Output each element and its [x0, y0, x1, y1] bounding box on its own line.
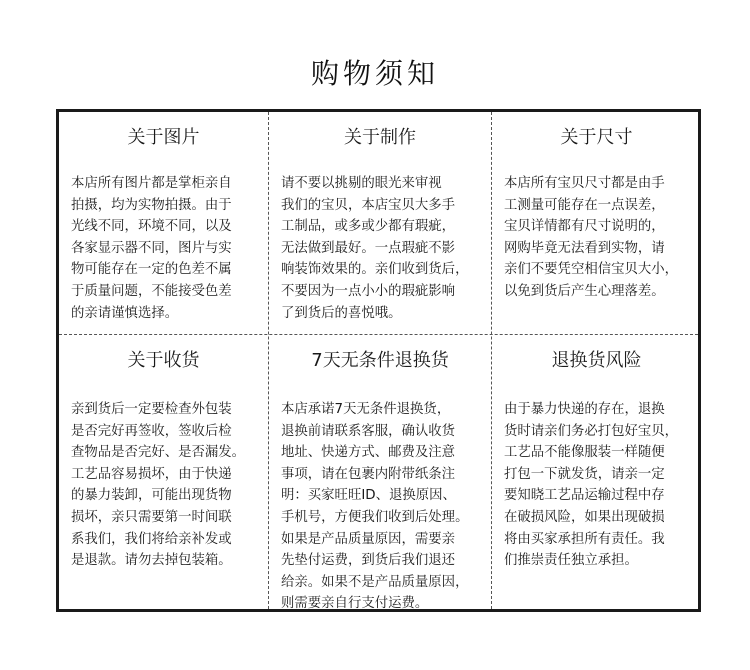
- section-heading: 关于图片: [127, 127, 200, 148]
- section-heading: 关于收货: [127, 350, 200, 371]
- section-about-size: [492, 112, 701, 334]
- section-text: 请不要以挑剔的眼光来审视 我们的宝贝，本店宝贝大多手 工制品，或多或少都有瑕疵， 无法做到最好。一点瑕疵不影 响装饰效果的。亲们收到货后， 不要因为一点小小的瑕疵影响 了到货后的喜悦哦。: [281, 176, 469, 321]
- section-text: 本店承诺7天无条件退换货， 退换前请联系客服，确认收货 地址、快递方式、邮费及注意 事项，请在包裹内附带纸条注 明：买家旺旺ID、退换原因、 手机号，方便我们收到后处理。 如果是产品质量原因，需要亲 先垫付运费，到货后我们退还 给亲。如果不是产品质量原因， 则需要亲自行支付运费。: [281, 402, 469, 612]
- section-text: 亲到货后一定要检查外包装 是否完好再签收，签收后检 查物品是否完好、是否漏发。 工艺品容易损坏，由于快递 的暴力装卸，可能出现货物 损坏，亲只需要第一时间联 系我们，我们将给亲补发或 是退款。请勿去掉包装箱。: [71, 402, 246, 569]
- section-about-receiving: [59, 335, 268, 612]
- section-about-images: [59, 112, 268, 334]
- section-text: 本店所有图片都是掌柜亲自 拍摄，均为实物拍摄。由于 光线不同，环境不同，以及 各家显示器不同，图片与实 物可能存在一定的色差不属 于质量问题，不能接受色差 的亲请谨慎选择。: [71, 176, 232, 321]
- section-text: 本店所有宝贝尺寸都是由手 工测量可能存在一点误差， 宝贝详情都有尺寸说明的， 网购毕竟无法看到实物，请 亲们不要凭空相信宝贝大小， 以免到货后产生心理落差。: [504, 176, 679, 299]
- section-heading: 关于制作: [344, 127, 416, 148]
- section-heading: 退换货风险: [551, 350, 642, 371]
- notice-table: [56, 109, 701, 612]
- page-title: 购物须知: [310, 57, 439, 90]
- section-about-making: [269, 112, 491, 334]
- section-text: 由于暴力快递的存在，退换 货时请亲们务必打包好宝贝， 工艺品不能像服装一样随便 打包一下就发货，请亲一定 要知晓工艺品运输过程中存 在破损风险，如果出现破损 将由买家承担所有责任。我 们推崇责任独立承担。: [504, 402, 679, 569]
- section-seven-day-returns: [269, 335, 491, 612]
- section-heading: 关于尺寸: [560, 127, 633, 148]
- section-heading: 7天无条件退换货: [311, 350, 449, 371]
- section-return-risk: [492, 335, 701, 612]
